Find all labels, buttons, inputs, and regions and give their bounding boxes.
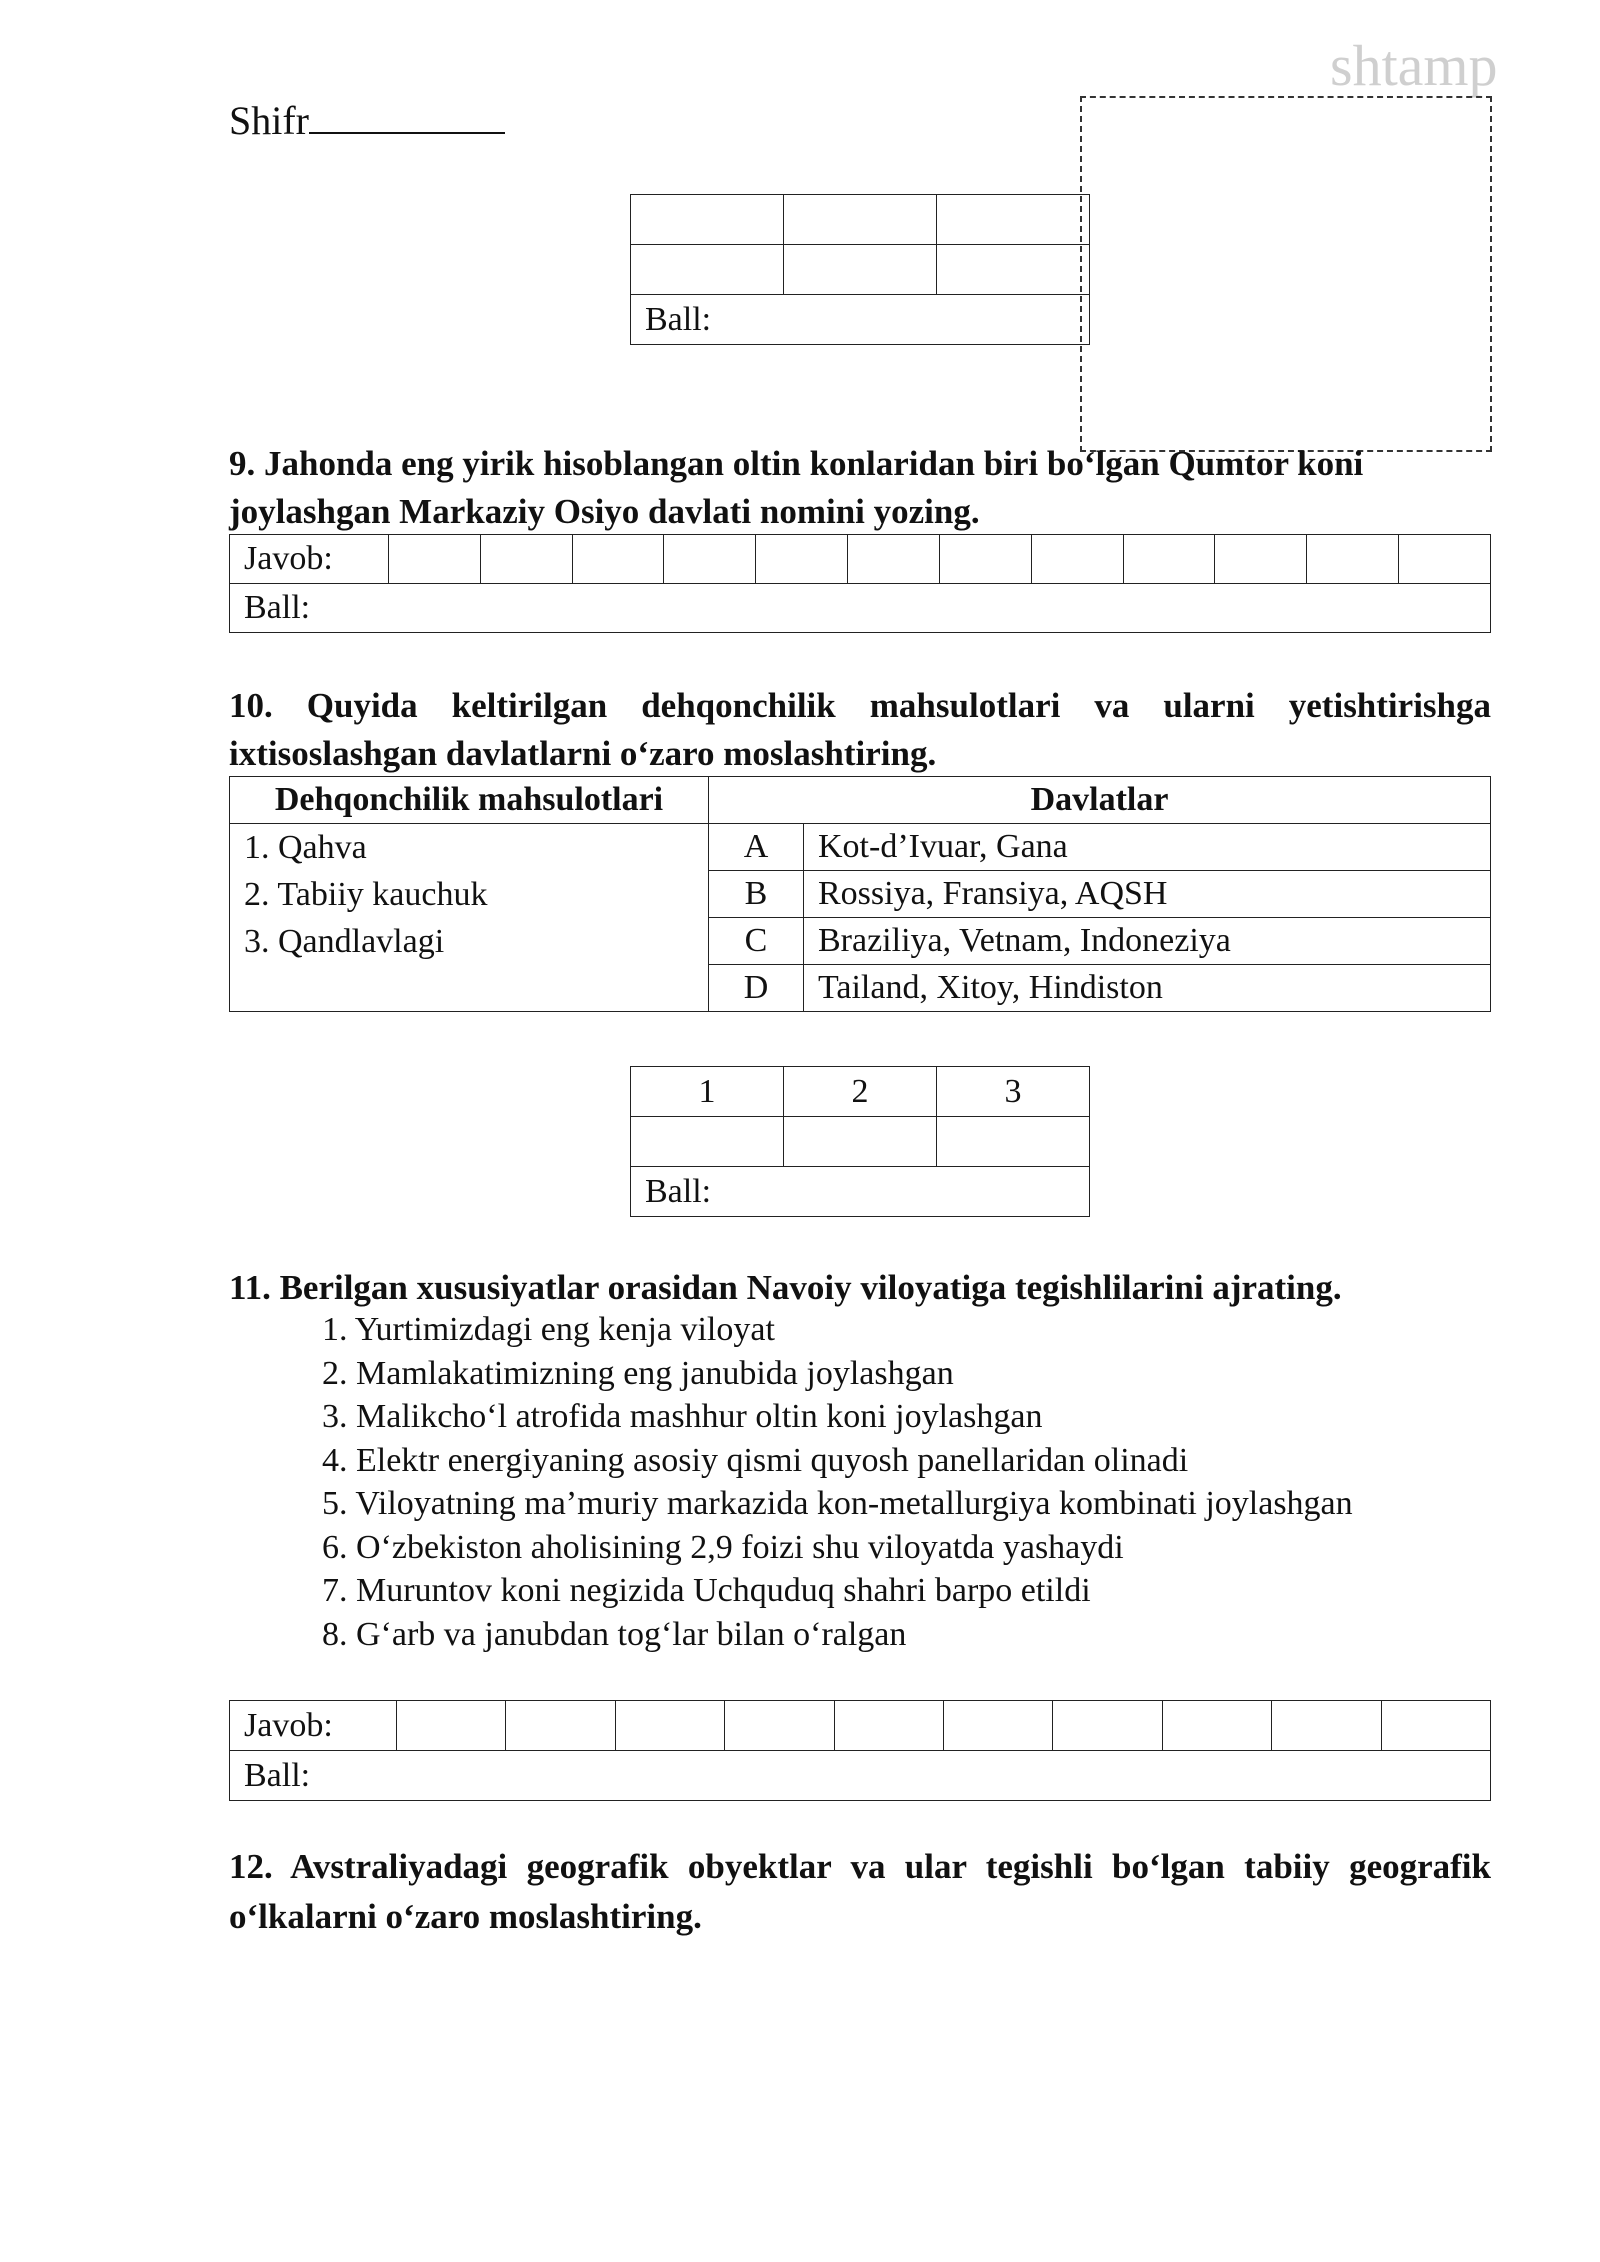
answer-cell[interactable] (756, 535, 848, 584)
ball-row (230, 584, 1491, 633)
question-10-text: 10. Quyida keltirilgan dehqonchilik mahsulotlari va ularni yetishtirishga ixtisoslashgan davlatlarni o‘zaro moslashtiring. (229, 686, 1491, 773)
score-row (631, 245, 1090, 295)
answer-cell[interactable] (1031, 535, 1123, 584)
shifr-field (229, 96, 505, 146)
answer-cell[interactable] (943, 1701, 1052, 1751)
list-item: 5. Viloyatning ma’muriy markazida kon-metallurgiya kombinati joylashgan (322, 1485, 1353, 1522)
answer-cell[interactable] (631, 1117, 784, 1167)
answer-cell[interactable] (1053, 1701, 1162, 1751)
ball-label: Ball: (230, 1751, 1491, 1801)
header-row (230, 777, 1491, 824)
ball-label: Ball: (631, 295, 1090, 345)
answer-label: Javob: (230, 1701, 397, 1751)
question-12-text: 12. Avstraliyadagi geografik obyektlar va ular tegishli bo‘lgan tabiiy geografik o‘lkalarni o‘zaro moslashtiring. (229, 1847, 1491, 1936)
country-letter: B (709, 871, 804, 918)
product-item: 3. Qandlavlagi (244, 923, 445, 960)
product-item: 1. Qahva (244, 829, 367, 866)
question-9-answer-table (229, 534, 1491, 633)
answer-cell[interactable] (1307, 535, 1399, 584)
answer-cell[interactable] (936, 1117, 1089, 1167)
product-item: 2. Tabiiy kauchuk (244, 876, 488, 913)
score-cell[interactable] (936, 245, 1089, 295)
answer-cell[interactable] (506, 1701, 615, 1751)
country-name: Braziliya, Vetnam, Indoneziya (804, 918, 1491, 965)
list-item: 8. G‘arb va janubdan tog‘lar bilan o‘ralgan (322, 1615, 907, 1653)
shifr-blank-line[interactable] (309, 96, 505, 134)
score-cell[interactable] (783, 195, 936, 245)
country-name: Kot-d’Ivuar, Gana (804, 824, 1491, 871)
question-10-matching-table (229, 776, 1491, 1012)
shifr-label: Shifr (229, 98, 309, 143)
answer-row (230, 1701, 1491, 1751)
answer-cell[interactable] (1381, 1701, 1490, 1751)
answer-cell[interactable] (664, 535, 756, 584)
answer-cell[interactable] (939, 535, 1031, 584)
answer-row (631, 1117, 1090, 1167)
ball-row (631, 1167, 1090, 1217)
question-11-text: 11. Berilgan xususiyatlar orasidan Navoiy viloyatiga tegishlilarini ajrating. (229, 1268, 1342, 1307)
list-item: 7. Muruntov koni negizida Uchquduq shahri barpo etildi (322, 1572, 1091, 1609)
country-name: Rossiya, Fransiya, AQSH (804, 871, 1491, 918)
column-header-products: Dehqonchilik mahsulotlari (230, 777, 709, 824)
list-item: 3. Malikcho‘l atrofida mashhur oltin koni joylashgan (322, 1398, 1043, 1435)
score-cell[interactable] (631, 245, 784, 295)
answer-header: 2 (783, 1067, 936, 1117)
list-item: 6. O‘zbekiston aholisining 2,9 foizi shu viloyatda yashaydi (322, 1528, 1124, 1566)
list-item: 4. Elektr energiyaning asosiy qismi quyosh panellaridan olinadi (322, 1441, 1189, 1479)
list-item: 2. Mamlakatimizning eng janubida joylashgan (322, 1354, 954, 1392)
answer-header: 1 (631, 1067, 784, 1117)
score-cell[interactable] (631, 195, 784, 245)
answer-cell[interactable] (725, 1701, 834, 1751)
answer-cell[interactable] (480, 535, 572, 584)
country-name: Tailand, Xitoy, Hindiston (804, 965, 1491, 1012)
answer-cell[interactable] (397, 1701, 506, 1751)
score-row (631, 195, 1090, 245)
country-letter: D (709, 965, 804, 1012)
answer-cell[interactable] (615, 1701, 724, 1751)
table-row (230, 824, 1491, 871)
answer-cell[interactable] (783, 1117, 936, 1167)
question-11-options (322, 1308, 1502, 1656)
ball-row (230, 1751, 1491, 1801)
score-cell[interactable] (783, 245, 936, 295)
ball-label: Ball: (230, 584, 1491, 633)
question-11-answer-table (229, 1700, 1491, 1801)
answer-header-row (631, 1067, 1090, 1117)
answer-header: 3 (936, 1067, 1089, 1117)
stamp-area (1080, 96, 1492, 452)
ball-row (631, 295, 1090, 345)
answer-cell[interactable] (1123, 535, 1215, 584)
answer-cell[interactable] (389, 535, 481, 584)
question-10-answer-table (630, 1066, 1090, 1217)
answer-cell[interactable] (1162, 1701, 1271, 1751)
country-letter: C (709, 918, 804, 965)
question-9-text: 9. Jahonda eng yirik hisoblangan oltin konlaridan biri bo‘lgan Qumtor koni joylashgan Markaziy Osiyo davlati nomini yozing. (229, 444, 1364, 531)
column-header-countries: Davlatlar (709, 777, 1491, 824)
ball-label: Ball: (631, 1167, 1090, 1217)
answer-cell[interactable] (1272, 1701, 1381, 1751)
answer-row (230, 535, 1491, 584)
score-cell[interactable] (936, 195, 1089, 245)
answer-cell[interactable] (1399, 535, 1491, 584)
answer-label: Javob: (230, 535, 389, 584)
answer-cell[interactable] (848, 535, 940, 584)
answer-cell[interactable] (834, 1701, 943, 1751)
stamp-watermark: shtamp (1330, 33, 1498, 98)
products-list (230, 824, 709, 1012)
answer-cell[interactable] (1215, 535, 1307, 584)
country-letter: A (709, 824, 804, 871)
answer-cell[interactable] (572, 535, 664, 584)
score-table-top (630, 194, 1090, 345)
list-item: 1. Yurtimizdagi eng kenja viloyat (322, 1311, 775, 1348)
